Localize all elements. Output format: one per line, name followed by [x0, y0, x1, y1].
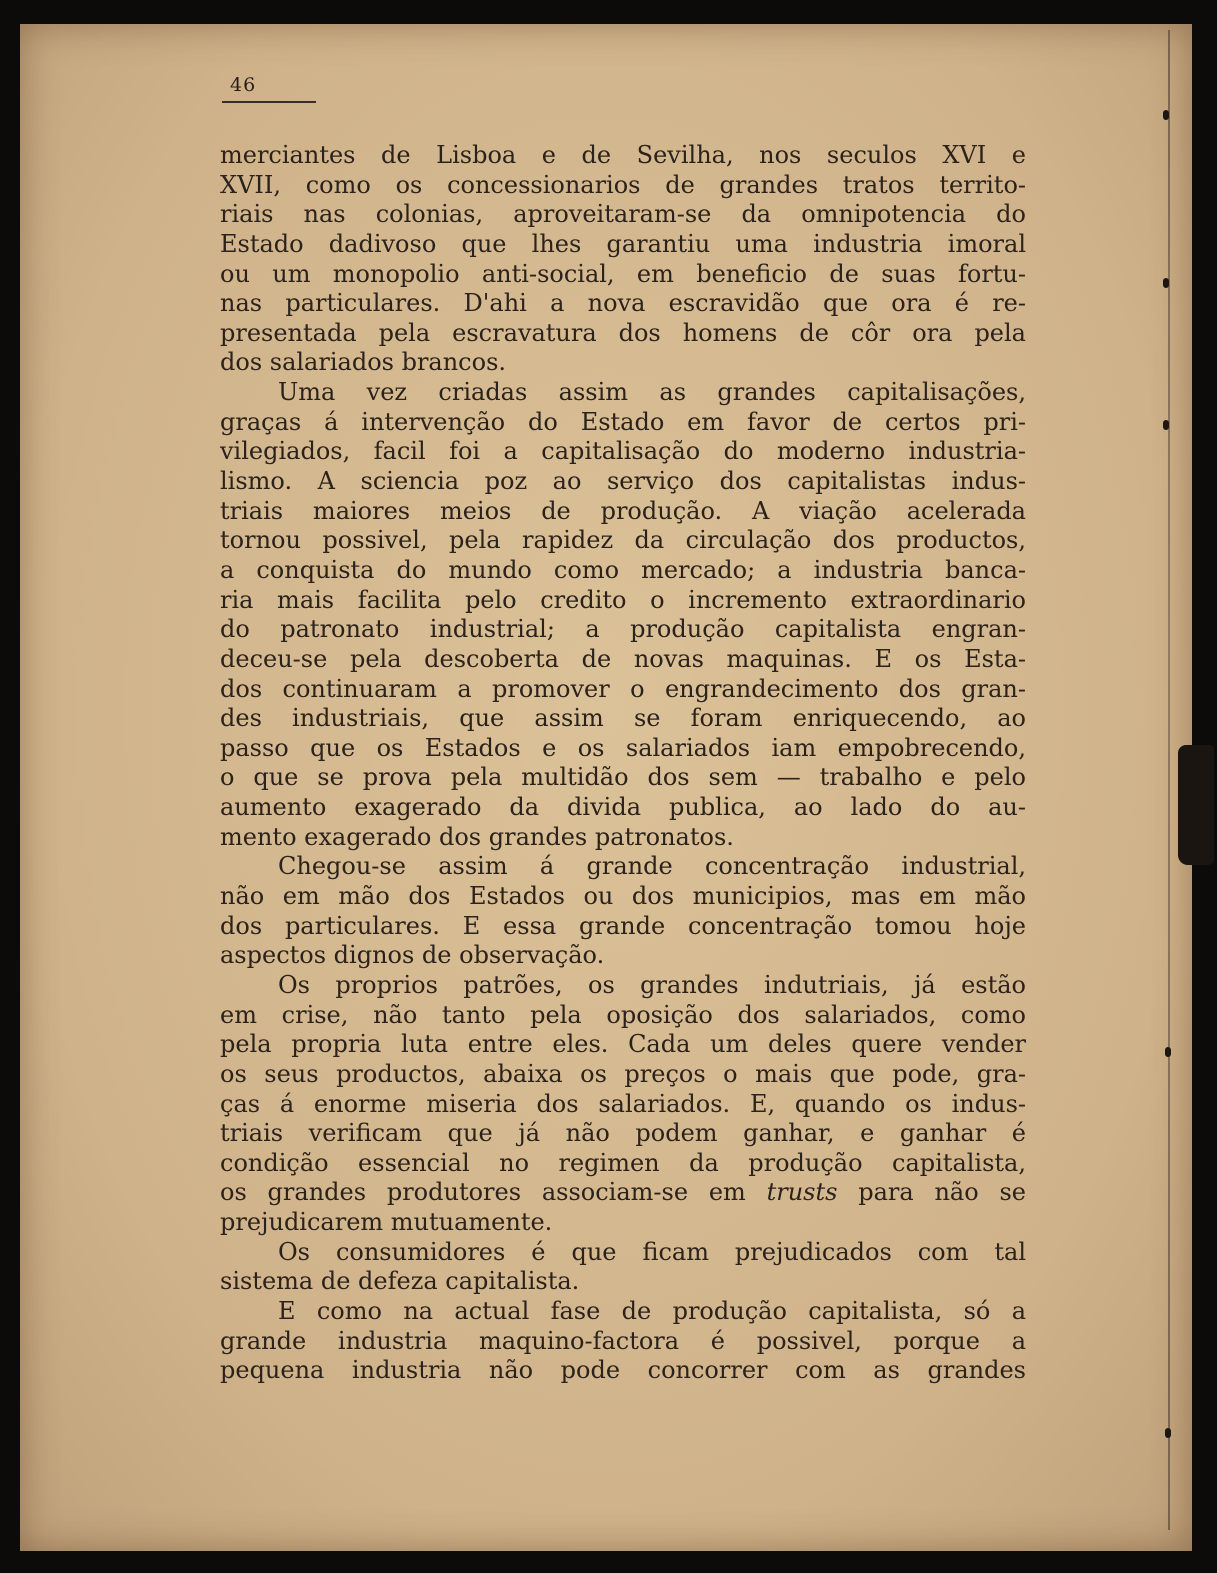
text-line: ou um monopolio anti-social, em beneficio de suas fortu-: [220, 259, 1026, 288]
text-line: presentada pela escravatura dos homens de côr ora pela: [220, 318, 1026, 347]
text-line: em crise, não tanto pela oposição dos salariados, como: [220, 1000, 1026, 1029]
text-line: triais maiores meios de produção. A viação acelerada: [220, 496, 1026, 525]
margin-mark: [1165, 1047, 1171, 1057]
text-line: Os proprios patrões, os grandes indutriais, já estão: [278, 970, 1026, 999]
text-line: E como na actual fase de produção capitalista, só a: [278, 1296, 1026, 1325]
text-line: triais verificam que já não podem ganhar, e ganhar é: [220, 1119, 1026, 1148]
gutter-line: [1168, 30, 1170, 1530]
text-line: dos continuaram a promover o engrandecimento dos gran-: [220, 674, 1026, 703]
text-line: grande industria maquino-factora é possivel, porque a: [220, 1326, 1026, 1355]
text-line: ças á enorme miseria dos salariados. E, quando os indus-: [220, 1089, 1026, 1118]
text-line: vilegiados, facil foi a capitalisação do moderno industria-: [220, 437, 1026, 466]
text-line: graças á intervenção do Estado em favor de certos pri-: [220, 407, 1026, 436]
text-line: prejudicarem mutuamente.: [220, 1208, 553, 1237]
text-line: XVII, como os concessionarios de grandes tratos territo-: [220, 170, 1026, 199]
text-line: não em mão dos Estados ou dos municipios, mas em mão: [220, 882, 1026, 911]
margin-mark: [1165, 1428, 1171, 1438]
text-line: Os consumidores é que ficam prejudicados com tal: [278, 1237, 1026, 1266]
text-line: do patronato industrial; a produção capitalista engran-: [220, 615, 1026, 644]
text-line: dos particulares. E essa grande concentração tomou hoje: [220, 911, 1026, 940]
text-line: ria mais facilita pelo credito o incremento extraordinario: [220, 585, 1026, 614]
text-line: lismo. A sciencia poz ao serviço dos capitalistas indus-: [220, 467, 1026, 496]
text-line: os grandes produtores associam-se em trusts para não se: [220, 1178, 1027, 1207]
text-line: Chegou-se assim á grande concentração industrial,: [278, 852, 1026, 881]
ink-blot: [1178, 745, 1214, 865]
text-line: pequena industria não pode concorrer com as grandes: [220, 1356, 1026, 1385]
text-line: pela propria luta entre eles. Cada um deles quere vender: [220, 1030, 1026, 1059]
text-line: Estado dadivoso que lhes garantiu uma industria imoral: [220, 229, 1026, 258]
text-line: passo que os Estados e os salariados iam empobrecendo,: [220, 733, 1026, 762]
page-number: 46: [230, 74, 257, 96]
text-line: mento exagerado dos grandes patronatos.: [220, 822, 734, 851]
text-line: a conquista do mundo como mercado; a industria banca-: [220, 555, 1026, 584]
text-line: nas particulares. D'ahi a nova escravidão que ora é re-: [220, 289, 1026, 318]
text-line: dos salariados brancos.: [220, 348, 507, 377]
margin-mark: [1163, 420, 1169, 430]
text-line: des industriais, que assim se foram enriquecendo, ao: [220, 704, 1026, 733]
margin-mark: [1163, 110, 1169, 120]
page-number-rule: [222, 101, 316, 103]
text-line: aspectos dignos de observação.: [220, 941, 605, 970]
body-text: [220, 141, 1026, 1386]
text-line: tornou possivel, pela rapidez da circulação dos productos,: [220, 526, 1026, 555]
text-line: deceu-se pela descoberta de novas maquinas. E os Esta-: [220, 644, 1026, 673]
text-line: condição essencial no regimen da produção capitalista,: [220, 1148, 1026, 1177]
text-line: sistema de defeza capitalista.: [220, 1267, 580, 1296]
text-line: riais nas colonias, aproveitaram-se da omnipotencia do: [220, 200, 1026, 229]
text-line: merciantes de Lisboa e de Sevilha, nos seculos XVI e: [220, 141, 1026, 169]
text-line: os seus productos, abaixa os preços o mais que pode, gra-: [220, 1059, 1026, 1088]
text-line: Uma vez criadas assim as grandes capitalisações,: [278, 378, 1026, 407]
text-line: aumento exagerado da divida publica, ao lado do au-: [220, 793, 1026, 822]
margin-mark: [1163, 278, 1169, 288]
text-line: o que se prova pela multidão dos sem — trabalho e pelo: [220, 763, 1026, 792]
